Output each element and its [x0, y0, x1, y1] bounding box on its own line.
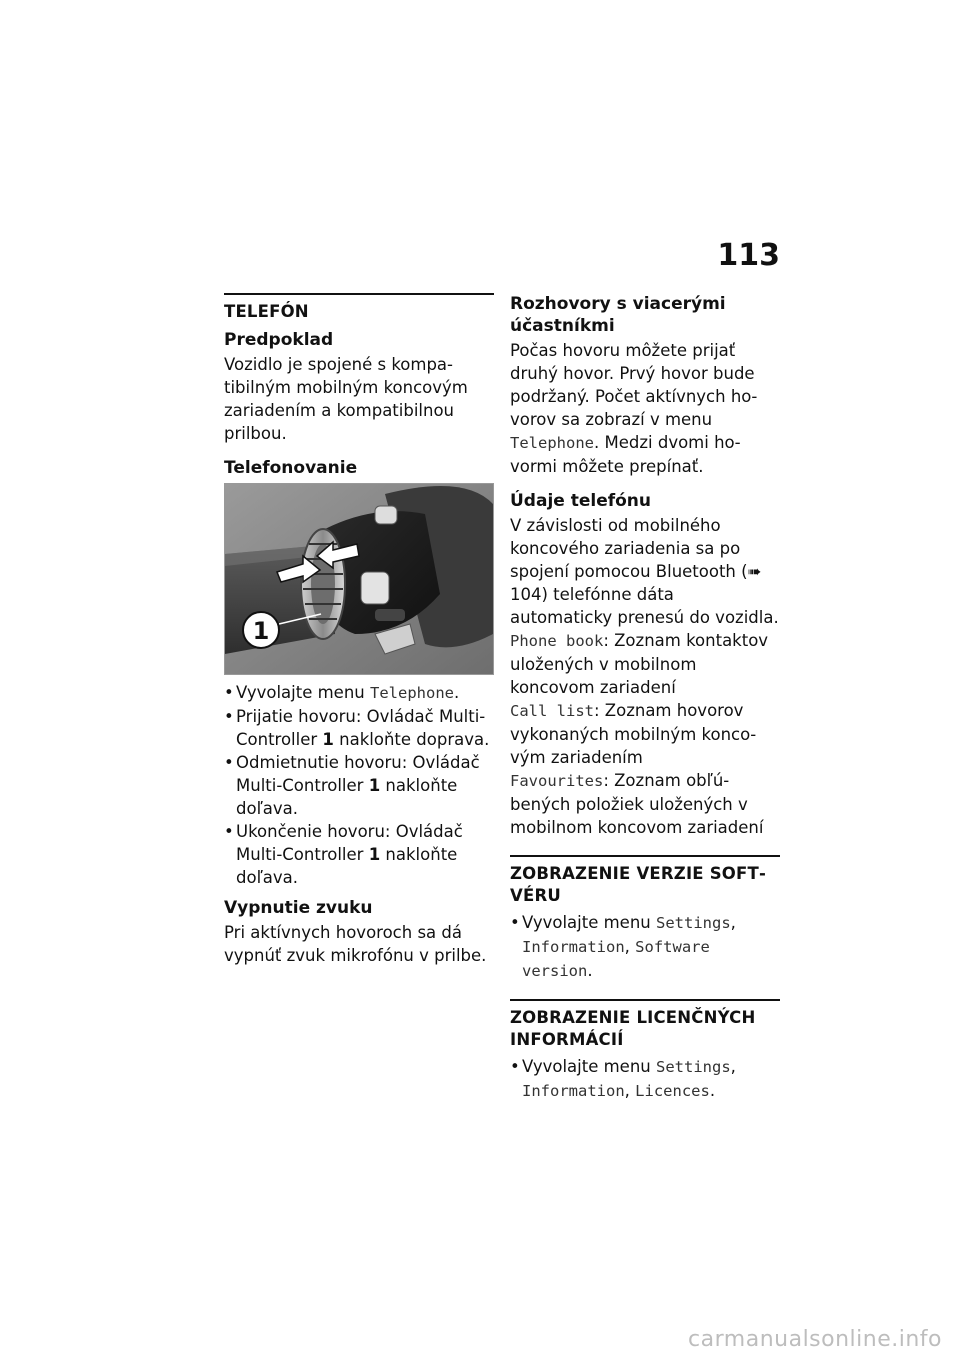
handlebar-controller-image: [224, 483, 494, 675]
licence-steps-list: [510, 1055, 780, 1103]
calling-heading: Telefonovanie: [224, 458, 358, 478]
section-title-licences: ZOBRAZENIE LICENČNÝCH INFORMÁCIÍ: [510, 1008, 756, 1049]
callout-1-label: 1: [252, 617, 270, 645]
list-item: • Ukončenie hovoru: Ovládač Multi-Controller 1 nakloňte doľava.: [224, 820, 494, 889]
section-title-software: ZOBRAZENIE VERZIE SOFTVÉRU: [510, 864, 766, 905]
multi-call-text: Počas hovoru môžete prijať druhý hovor. Prvý hovor bude podržaný. Počet aktívnych hovorov sa zobrazí v menu Telephone. Medzi dvomi hovormi môžete prepínať.: [510, 341, 758, 476]
prereq-text: Vozidlo je spojené s kompatibilným mobilným koncovým zariadením a kompatibilnou prilbou.: [224, 355, 468, 443]
list-item: • Prijatie hovoru: Ovládač Multi-Controller 1 nakloňte doprava.: [224, 705, 494, 751]
list-item: • Vyvolajte menu Settings, Information, Software version.: [510, 911, 780, 983]
calling-steps-list: [224, 681, 494, 889]
watermark-text: carmanualsonline.info: [688, 1327, 942, 1352]
section-rule: [510, 855, 780, 857]
phone-data-heading: Údaje telefónu: [510, 491, 652, 511]
mute-text: Pri aktívnych hovoroch sa dá vypnúť zvuk mikrofónu v prilbe.: [224, 923, 487, 965]
prereq-heading: Predpoklad: [224, 330, 334, 350]
mute-heading: Vypnutie zvuku: [224, 898, 373, 918]
list-item: • Vyvolajte menu Telephone.: [224, 681, 494, 705]
list-item: • Odmietnutie hovoru: Ovládač Multi-Controller 1 nakloňte doľava.: [224, 751, 494, 820]
right-column: [510, 293, 780, 1111]
left-column: [224, 293, 494, 967]
section-rule: [224, 293, 494, 295]
list-item: • Vyvolajte menu Settings, Information, Licences.: [510, 1055, 780, 1103]
call-list-entry: Call list: Zoznam hovorov vykonaných mobilným koncovým zariadením: [510, 701, 757, 767]
section-rule: [510, 999, 780, 1001]
multi-call-heading: Rozhovory s viacerými účastníkmi: [510, 294, 726, 336]
page-number: 113: [717, 238, 780, 273]
phone-book-entry: Phone book: Zoznam kontaktov uložených v mobilnom koncovom zariadení: [510, 631, 769, 697]
section-title-telefon: TELEFÓN: [224, 302, 309, 321]
software-steps-list: [510, 911, 780, 983]
phone-data-text: V závislosti od mobilného koncového zariadenia sa po spojení pomocou Bluetooth (➠ 104) telefónne dáta automaticky prenesú do vozidla.: [510, 516, 779, 627]
favourites-entry: Favourites: Zoznam obľúbených položiek uložených v mobilnom koncovom zariadení: [510, 771, 764, 837]
